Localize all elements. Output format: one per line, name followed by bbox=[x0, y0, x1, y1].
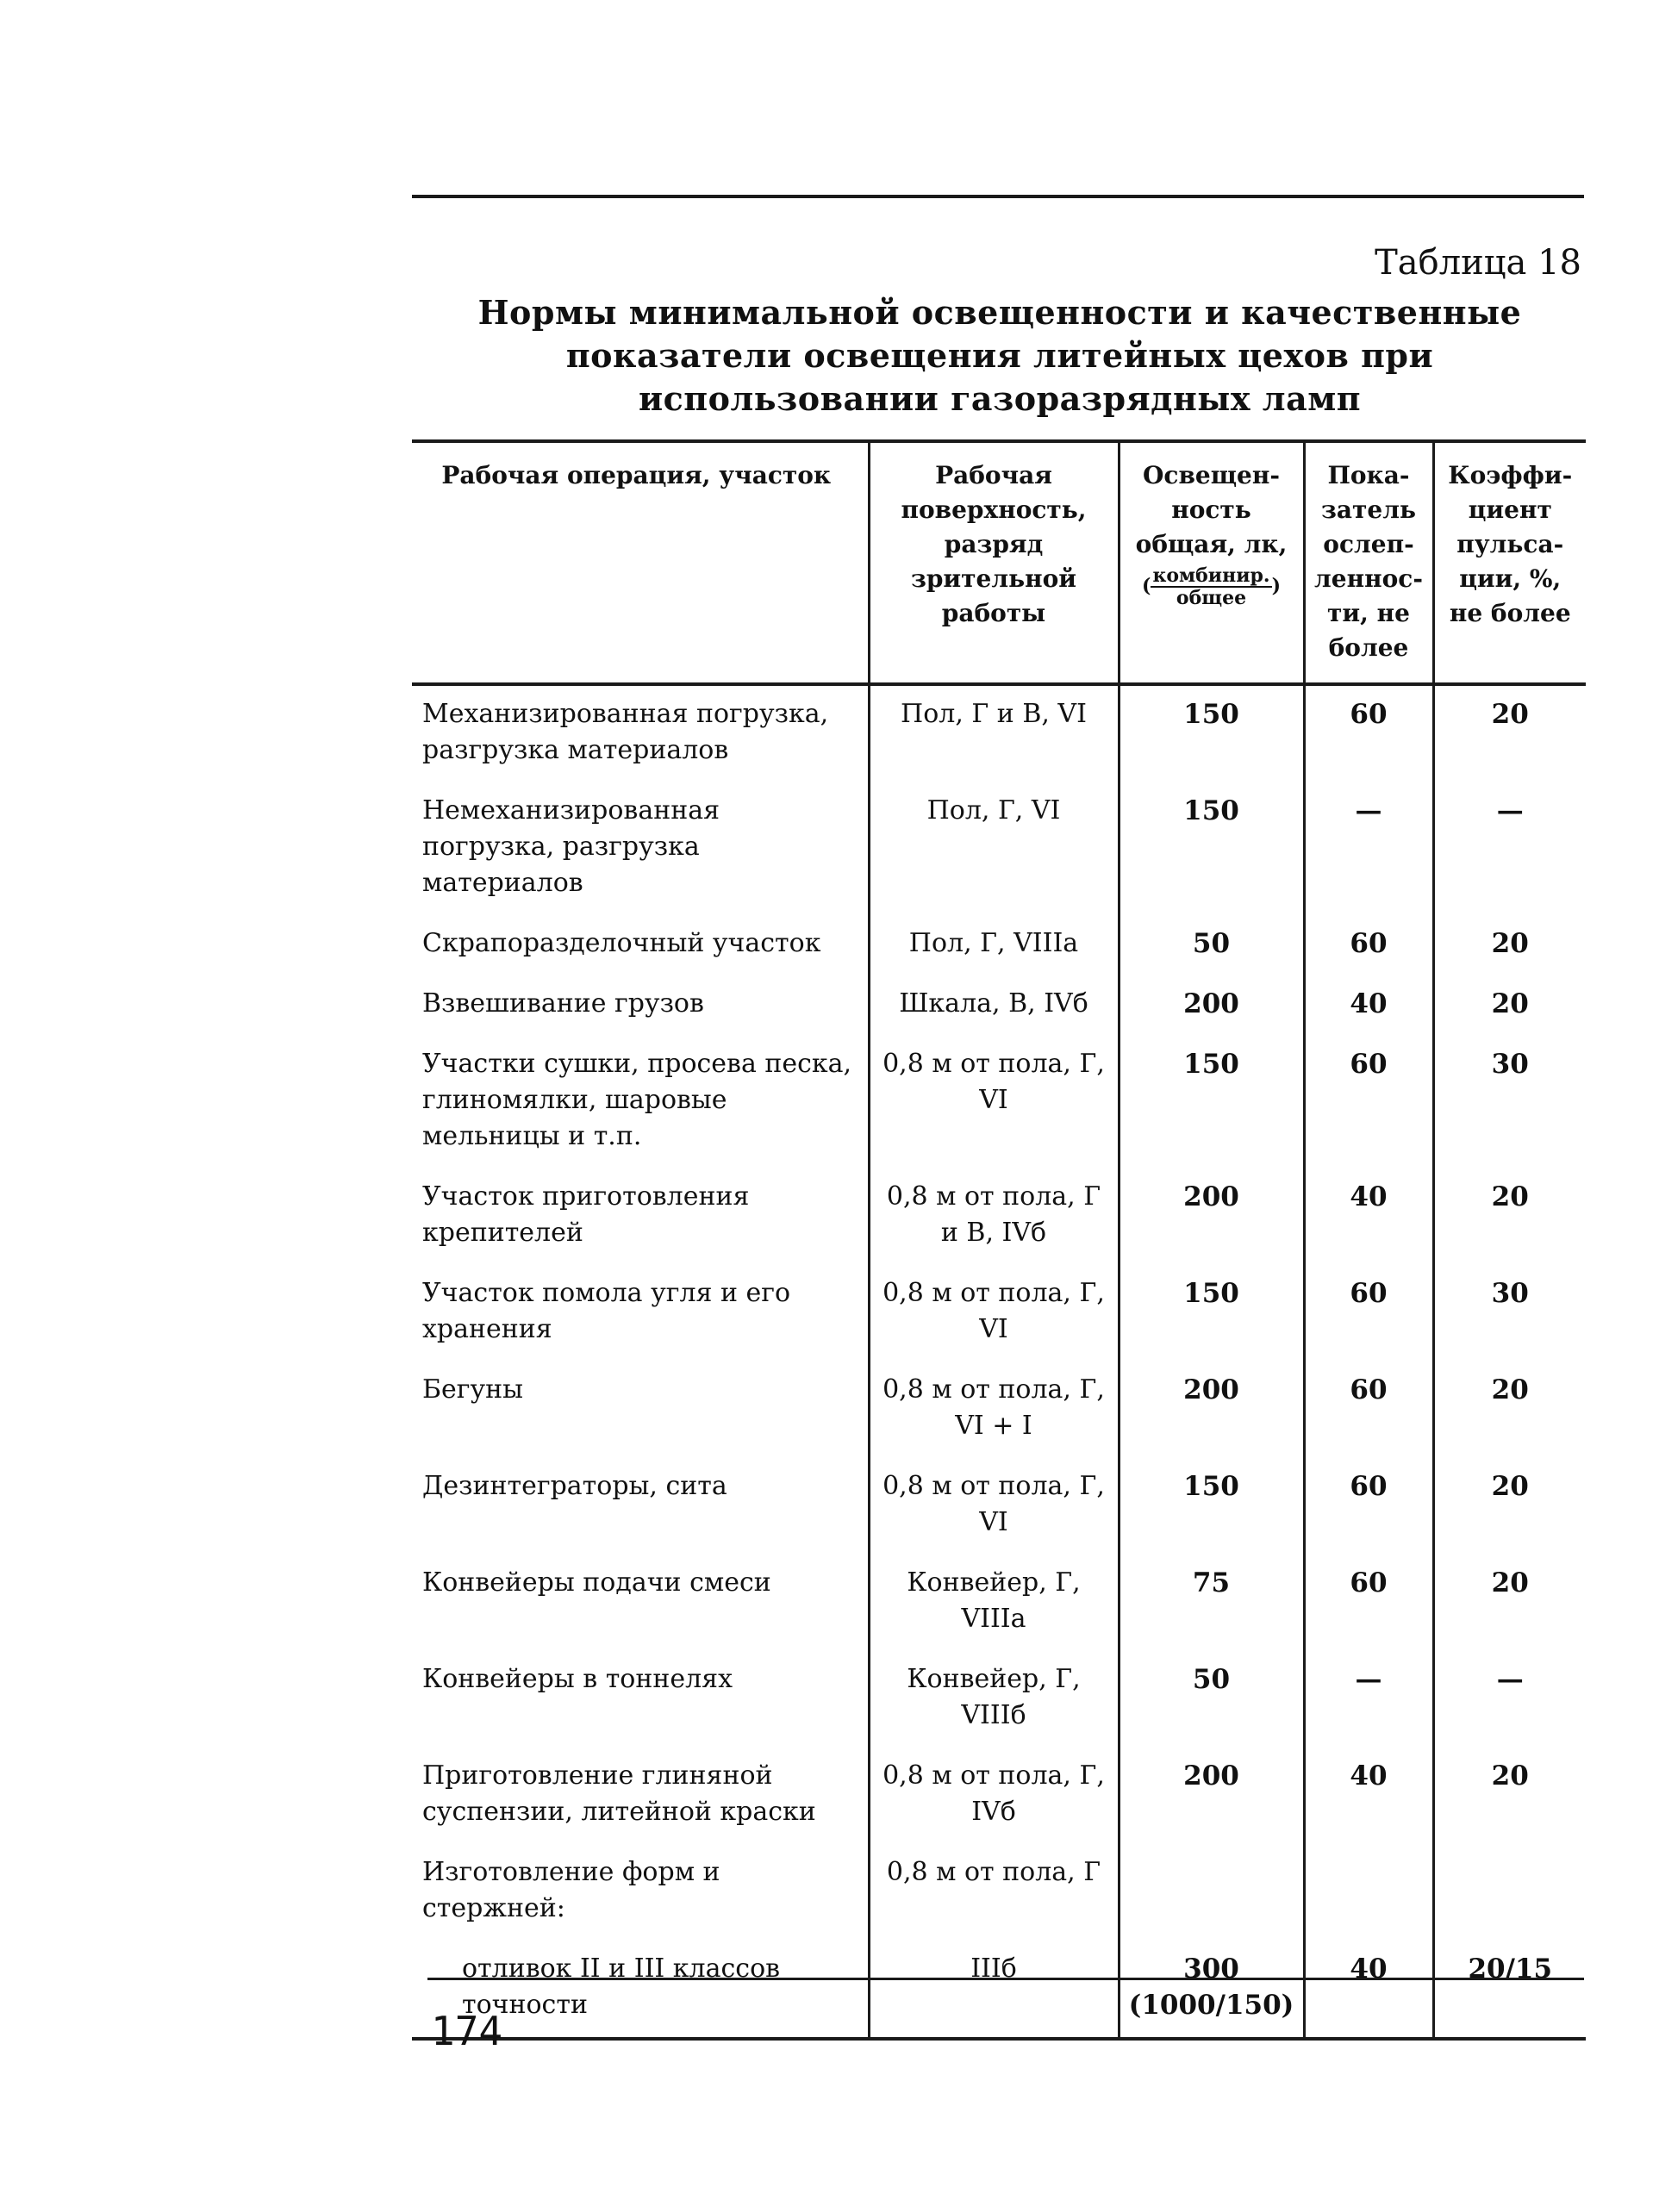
cell-illumination: 150 bbox=[1119, 1458, 1304, 1555]
cell-operation: Участки сушки, просева песка, глиномялки, шаровые мельницы и т.п. bbox=[422, 1049, 852, 1151]
cell-surface: Конвейер, Г, VIIIа bbox=[869, 1555, 1119, 1651]
cell-illumination: 200 bbox=[1119, 1168, 1304, 1265]
cell-illumination: 200 bbox=[1119, 1361, 1304, 1458]
table-row bbox=[412, 1265, 1586, 1361]
cell-glare: 60 bbox=[1304, 1555, 1433, 1651]
norms-table bbox=[412, 439, 1586, 2041]
cell-surface: 0,8 м от пола, Г, IVб bbox=[869, 1748, 1119, 1844]
table-row bbox=[412, 1941, 1586, 2039]
cell-glare: 40 bbox=[1304, 1168, 1433, 1265]
cell-glare: 40 bbox=[1304, 975, 1433, 1036]
table-row bbox=[412, 975, 1586, 1036]
table-row bbox=[412, 1844, 1586, 1941]
cell-illumination: 200 bbox=[1119, 1748, 1304, 1844]
cell-pulsation: 20 bbox=[1433, 1555, 1586, 1651]
cell-operation: Механизированная погрузка, разгрузка материалов bbox=[422, 699, 829, 765]
table-row bbox=[412, 1555, 1586, 1651]
table-row bbox=[412, 1748, 1586, 1844]
cell-pulsation: 20 bbox=[1433, 1458, 1586, 1555]
table-row bbox=[412, 1168, 1586, 1265]
cell-operation: Изготовление форм и стержней: bbox=[422, 1857, 720, 1923]
cell-illumination: 150 bbox=[1119, 1036, 1304, 1168]
cell-surface: Конвейер, Г, VIIIб bbox=[869, 1651, 1119, 1748]
cell-pulsation: 30 bbox=[1433, 1265, 1586, 1361]
table-row bbox=[412, 782, 1586, 915]
bottom-rule bbox=[427, 1978, 1584, 1980]
cell-surface: Пол, Г, VI bbox=[869, 782, 1119, 915]
cell-glare: — bbox=[1304, 782, 1433, 915]
table-row bbox=[412, 1458, 1586, 1555]
cell-operation: Немеханизированная погрузка, разгрузка материалов bbox=[422, 795, 720, 898]
header-illumination-label: Освещен-ность общая, лк, bbox=[1135, 461, 1288, 558]
cell-pulsation: 20 bbox=[1433, 1168, 1586, 1265]
cell-surface: Шкала, В, IVб bbox=[869, 975, 1119, 1036]
cell-pulsation: — bbox=[1433, 1651, 1586, 1748]
table-row bbox=[412, 1651, 1586, 1748]
cell-operation: Участок приготовления крепителей bbox=[422, 1181, 750, 1248]
cell-illumination: 150 bbox=[1119, 1265, 1304, 1361]
cell-operation: Приготовление глиняной суспензии, литейной краски bbox=[422, 1760, 816, 1827]
cell-glare: — bbox=[1304, 1651, 1433, 1748]
cell-illumination: 300 (1000/150) bbox=[1119, 1941, 1304, 2039]
cell-surface: 0,8 м от пола, Г, VI bbox=[869, 1265, 1119, 1361]
header-pulsation: Коэффи-циент пульса-ции, %, не более bbox=[1433, 441, 1586, 684]
cell-operation: Взвешивание грузов bbox=[422, 988, 704, 1019]
cell-glare: 40 bbox=[1304, 1748, 1433, 1844]
cell-pulsation: 20 bbox=[1433, 1748, 1586, 1844]
cell-pulsation: 20 bbox=[1433, 915, 1586, 975]
cell-illumination: 200 bbox=[1119, 975, 1304, 1036]
page-number: 174 bbox=[431, 2008, 503, 2054]
cell-glare: 60 bbox=[1304, 915, 1433, 975]
cell-surface: 0,8 м от пола, Г, VI bbox=[869, 1458, 1119, 1555]
table-row bbox=[412, 1361, 1586, 1458]
cell-surface: 0,8 м от пола, Г, VI bbox=[869, 1036, 1119, 1168]
cell-operation: Конвейеры подачи смеси bbox=[422, 1567, 771, 1598]
fraction-denominator: общее bbox=[1176, 587, 1247, 609]
cell-glare: 60 bbox=[1304, 1458, 1433, 1555]
cell-operation: отливок II и III классов точности bbox=[462, 1953, 781, 2020]
cell-illumination: 50 bbox=[1119, 1651, 1304, 1748]
table-title: Нормы минимальной освещенности и качественные показатели освещения литейных цехов при использовании газоразрядных ламп bbox=[477, 293, 1522, 418]
cell-pulsation: 20 bbox=[1433, 975, 1586, 1036]
header-surface: Рабочая поверхность, разряд зрительной работы bbox=[869, 441, 1119, 684]
cell-operation: Конвейеры в тоннелях bbox=[422, 1664, 733, 1694]
table-row bbox=[412, 915, 1586, 975]
cell-surface: 0,8 м от пола, Г bbox=[869, 1844, 1119, 1941]
illumination-fraction-note: ( $\frac{\text{комбинир.}}{\text{общее}}$ ) bbox=[1142, 564, 1281, 609]
cell-pulsation bbox=[1433, 1844, 1586, 1941]
cell-illumination: 150 bbox=[1119, 782, 1304, 915]
cell-illumination: 50 bbox=[1119, 915, 1304, 975]
table-header-row bbox=[412, 441, 1586, 684]
cell-pulsation: 20 bbox=[1433, 684, 1586, 782]
table-caption: Таблица 18 bbox=[1375, 243, 1581, 283]
cell-glare bbox=[1304, 1844, 1433, 1941]
cell-glare: 60 bbox=[1304, 1265, 1433, 1361]
top-rule bbox=[412, 195, 1584, 198]
cell-surface: Пол, Г, VIIIа bbox=[869, 915, 1119, 975]
cell-glare: 60 bbox=[1304, 684, 1433, 782]
table-row bbox=[412, 684, 1586, 782]
table-body bbox=[412, 684, 1586, 2039]
cell-operation: Бегуны bbox=[422, 1374, 524, 1405]
header-glare: Пока-затель ослеп-леннос-ти, не более bbox=[1304, 441, 1433, 684]
cell-pulsation: 20 bbox=[1433, 1361, 1586, 1458]
cell-surface: Пол, Г и В, VI bbox=[869, 684, 1119, 782]
cell-surface: 0,8 м от пола, Г, VI + I bbox=[869, 1361, 1119, 1458]
cell-surface: 0,8 м от пола, Г и В, IVб bbox=[869, 1168, 1119, 1265]
cell-pulsation: 30 bbox=[1433, 1036, 1586, 1168]
cell-illumination: 150 bbox=[1119, 684, 1304, 782]
header-illumination bbox=[1119, 441, 1304, 684]
cell-operation: Участок помола угля и его хранения bbox=[422, 1278, 791, 1344]
cell-glare: 40 bbox=[1304, 1941, 1433, 2039]
cell-pulsation: 20/15 bbox=[1433, 1941, 1586, 2039]
cell-surface: IIIб bbox=[869, 1941, 1119, 2039]
cell-operation: Дезинтеграторы, сита bbox=[422, 1471, 727, 1501]
cell-glare: 60 bbox=[1304, 1361, 1433, 1458]
cell-pulsation: — bbox=[1433, 782, 1586, 915]
cell-glare: 60 bbox=[1304, 1036, 1433, 1168]
cell-illumination: 75 bbox=[1119, 1555, 1304, 1651]
cell-operation: Скрапоразделочный участок bbox=[422, 928, 821, 958]
table-row bbox=[412, 1036, 1586, 1168]
header-operation: Рабочая операция, участок bbox=[441, 461, 832, 489]
fraction-numerator: комбинир. bbox=[1152, 564, 1270, 587]
cell-illumination bbox=[1119, 1844, 1304, 1941]
